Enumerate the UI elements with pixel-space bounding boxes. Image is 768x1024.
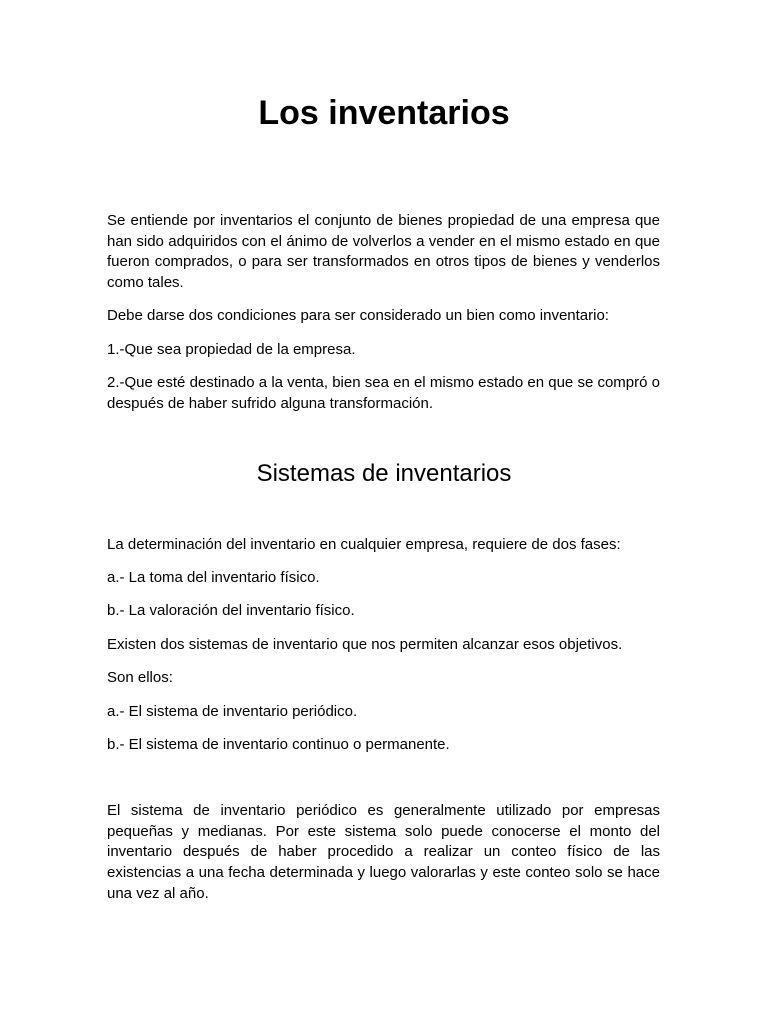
- section-phase-b: b.- La valoración del inventario físico.: [107, 602, 355, 619]
- intro-condition-1: 1.-Que sea propiedad de la empresa.: [107, 341, 356, 358]
- section-heading: Sistemas de inventarios: [256, 460, 512, 487]
- section-paragraph-phases: La determinación del inventario en cualquier empresa, requiere de dos fases:: [107, 536, 621, 553]
- section-paragraph-periodic: El sistema de inventario periódico es generalmente utilizado por empresas pequeñas y medianas. Por este sistema solo puede conocerse el monto del inventario después de haber procedido a realizar un conteo físico de las existencias a una fecha determinada y luego valorarlas y este conteo solo se hace una vez al año.: [107, 802, 660, 902]
- section-phase-a: a.- La toma del inventario físico.: [107, 569, 320, 586]
- document-title: Los inventarios: [258, 94, 510, 132]
- intro-paragraph-definition: Se entiende por inventarios el conjunto de bienes propiedad de una empresa que han sido adquiridos con el ánimo de volverlos a vender en el mismo estado en que fueron comprados, o para ser transformados en otros tipos de bienes y venderlos como tales.: [107, 212, 660, 292]
- intro-paragraph-conditions: Debe darse dos condiciones para ser considerado un bien como inventario:: [107, 307, 609, 324]
- section-paragraph-systems: Existen dos sistemas de inventario que nos permiten alcanzar esos objetivos.: [107, 636, 623, 653]
- section-paragraph-son-ellos: Son ellos:: [107, 669, 173, 686]
- section-system-a: a.- El sistema de inventario periódico.: [107, 703, 358, 720]
- section-system-b: b.- El sistema de inventario continuo o permanente.: [107, 736, 450, 753]
- intro-condition-2: 2.-Que esté destinado a la venta, bien sea en el mismo estado en que se compró o después de haber sufrido alguna transformación.: [107, 374, 660, 412]
